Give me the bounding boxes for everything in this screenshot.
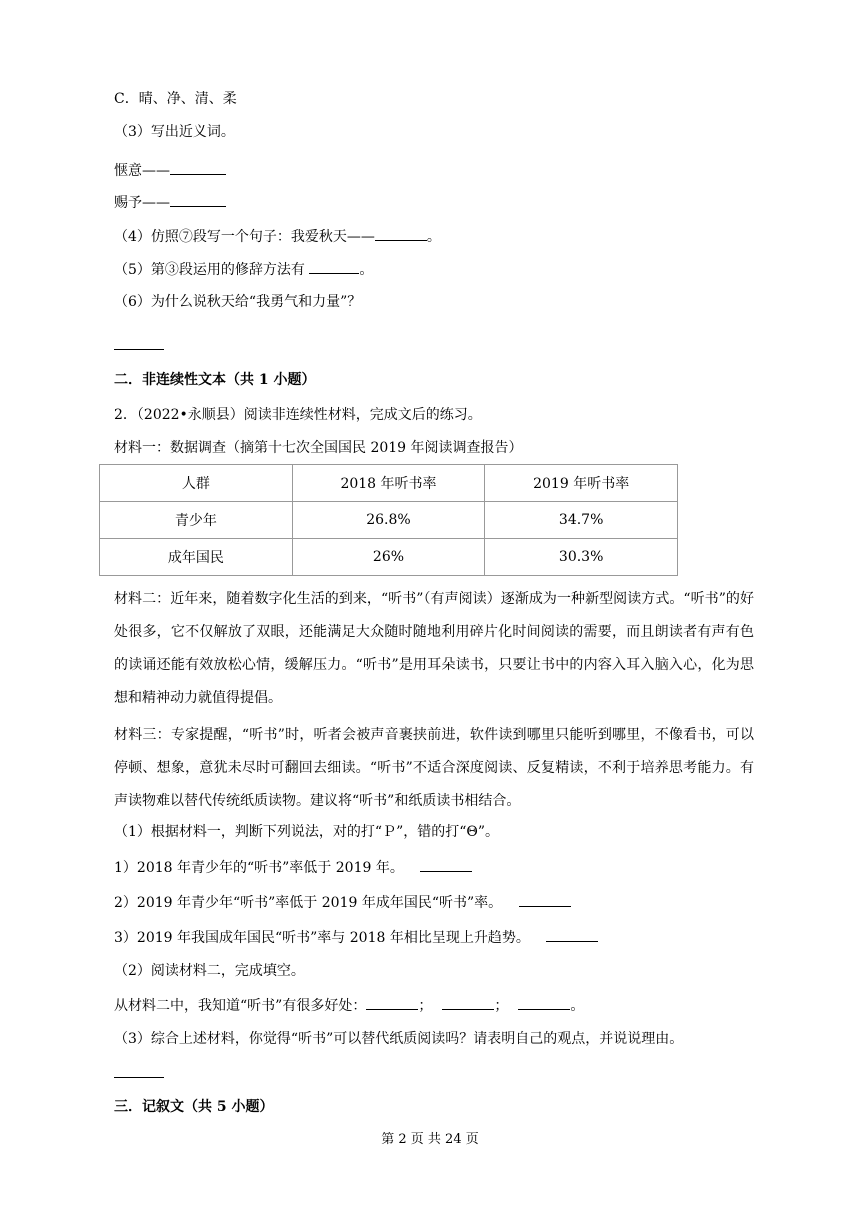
- table-cell: 26.8%: [292, 502, 485, 539]
- statement-2-text: 2）2019 年青少年“听书”率低于 2019 年成年国民“听书”率。: [114, 895, 503, 911]
- sub-question-2-3: （3）综合上述材料，你觉得“听书”可以替代纸质阅读吗？请表明自己的观点，并说说理由。: [114, 1031, 684, 1047]
- punctuation: ；: [494, 998, 509, 1014]
- material-1: 材料一：数据调查（摘第十七次全国国民 2019 年阅读调查报告）: [114, 440, 523, 456]
- sub-question-5: [114, 259, 373, 280]
- punctuation: ；: [418, 998, 433, 1014]
- fill-in-text: 从材料二中，我知道“听书”有很多好处：: [114, 998, 367, 1014]
- sub-question-2-1: （1）根据材料一，判断下列说法，对的打“Ｐ”，错的打“Θ”。: [114, 824, 500, 840]
- sub-question-4-text: （4）仿照⑦段写一个句子：我爱秋天——: [114, 229, 375, 245]
- answer-blank[interactable]: [420, 857, 472, 872]
- table-cell: 成年国民: [100, 539, 293, 576]
- option-c: C．晴、净、清、柔: [114, 91, 237, 107]
- page-footer: 第 2 页 共 24 页: [381, 1132, 479, 1147]
- sub-question-6: （6）为什么说秋天给“我勇气和力量”？: [114, 294, 362, 310]
- section-3-heading: 三．记叙文（共 5 小题）: [114, 1099, 274, 1115]
- data-table: [99, 464, 678, 576]
- answer-line[interactable]: [114, 349, 164, 350]
- table-header-row: [100, 465, 678, 502]
- answer-blank[interactable]: [309, 259, 359, 274]
- material-2: 材料二：近年来，随着数字化生活的到来，“听书”（有声阅读）逐渐成为一种新型阅读方式。“听书”的好处很多，它不仅解放了双眼，还能满足大众随时随地利用碎片化时间阅读的需要，而且朗读者有声有色的读诵还能有效放松心情，缓解压力。“听书”是用耳朵读书，只要让书中的内容入耳入脑入心，化为思想和精神动力就值得提倡。: [114, 591, 754, 706]
- fill-in-line: [114, 995, 584, 1016]
- question-2-intro: 2．（2022•永顺县）阅读非连续性材料，完成文后的练习。: [114, 407, 482, 423]
- material-3: 材料三：专家提醒，“听书”时，听者会被声音裹挟前进，软件读到哪里只能听到哪里，不像看书，可以停顿、想象，意犹未尽时可翻回去细读。“听书”不适合深度阅读、反复精读，不利于培养思考能力。有声读物难以替代传统纸质读物。建议将“听书”和纸质读书相结合。: [114, 727, 754, 809]
- synonym-word-1: 惬意——: [114, 163, 170, 179]
- statement-3-text: 3）2019 年我国成年国民“听书”率与 2018 年相比呈现上升趋势。: [114, 930, 530, 946]
- statement-1-text: 1）2018 年青少年的“听书”率低于 2019 年。: [114, 860, 404, 876]
- sub-question-5-text: （5）第③段运用的修辞方法有: [114, 262, 310, 278]
- table-header: 2018 年听书率: [292, 465, 485, 502]
- answer-blank[interactable]: [170, 192, 226, 207]
- statement-1: [114, 857, 472, 878]
- sub-question-3: （3）写出近义词。: [114, 124, 235, 140]
- answer-blank[interactable]: [519, 892, 571, 907]
- synonym-line-2: [114, 192, 226, 213]
- punctuation: 。: [570, 998, 585, 1014]
- answer-blank[interactable]: [442, 995, 494, 1010]
- table-cell: 34.7%: [485, 502, 678, 539]
- table-cell: 26%: [292, 539, 485, 576]
- table-row: [100, 539, 678, 576]
- statement-3: [114, 927, 598, 948]
- answer-line[interactable]: [114, 1077, 164, 1078]
- punctuation: 。: [426, 229, 441, 245]
- table-cell: 30.3%: [485, 539, 678, 576]
- punctuation: 。: [359, 262, 374, 278]
- synonym-line-1: [114, 160, 226, 181]
- sub-question-2-2: （2）阅读材料二，完成填空。: [114, 963, 305, 979]
- table-row: [100, 502, 678, 539]
- statement-2: [114, 892, 571, 913]
- table-cell: 青少年: [100, 502, 293, 539]
- answer-blank[interactable]: [366, 995, 418, 1010]
- answer-blank[interactable]: [375, 226, 427, 241]
- answer-blank[interactable]: [170, 160, 226, 175]
- answer-blank[interactable]: [518, 995, 570, 1010]
- sub-question-4: [114, 226, 441, 247]
- table-header: 人群: [100, 465, 293, 502]
- answer-blank[interactable]: [546, 927, 598, 942]
- table-header: 2019 年听书率: [485, 465, 678, 502]
- synonym-word-2: 赐予——: [114, 195, 170, 211]
- section-2-heading: 二．非连续性文本（共 1 小题）: [114, 372, 316, 388]
